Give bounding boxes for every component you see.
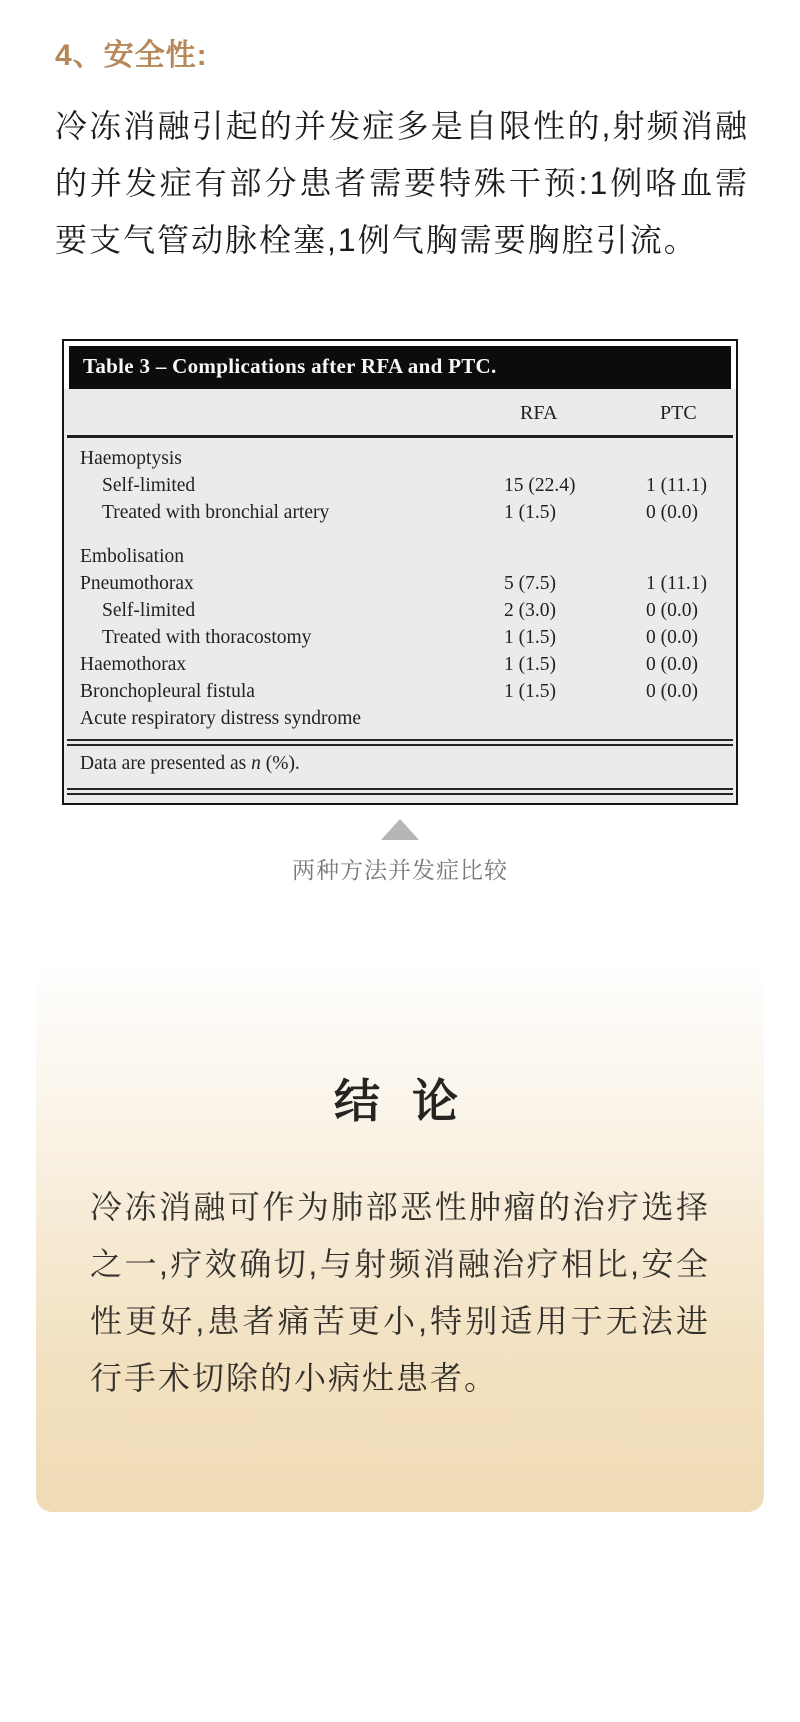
table-row: Self-limited 15 (22.4) 1 (11.1) xyxy=(102,475,708,496)
table-row: Treated with thoracostomy 1 (1.5) 0 (0.0) xyxy=(102,627,698,648)
table-title-bar xyxy=(64,341,736,389)
table-row: Self-limited 2 (3.0) 0 (0.0) xyxy=(102,600,698,621)
table-row: Pneumothorax 5 (7.5) 1 (11.1) xyxy=(80,573,708,594)
table-row: Bronchopleural fistula 1 (1.5) 0 (0.0) xyxy=(80,681,698,702)
section-heading: 4、安全性: xyxy=(55,39,208,72)
conclusion-body: 冷冻消融可作为肺部恶性肿瘤的治疗选择之一,疗效确切,与射频消融治疗相比,安全性更好,患者痛苦更小,特别适用于无法进行手术切除的小病灶患者。 xyxy=(90,1189,710,1396)
table-title: Table 3 – Complications after RFA and PTC. xyxy=(69,346,731,389)
section-paragraph: 冷冻消融引起的并发症多是自限性的,射频消融的并发症有部分患者需要特殊干预:1例咯血需要支气管动脉栓塞,1例气胸需要胸腔引流。 xyxy=(55,108,749,258)
column-header-empty xyxy=(80,402,504,425)
table-row: Treated with bronchial artery 1 (1.5) 0 (0.0) xyxy=(102,502,698,523)
table-row: Haemoptysis xyxy=(80,448,182,469)
table-footnote-bottom-rule xyxy=(67,788,733,795)
column-header-ptc: PTC xyxy=(660,402,697,424)
table-row: Embolisation xyxy=(80,546,184,567)
table-footnote-top-rule xyxy=(67,739,733,746)
conclusion-title: 结 论 xyxy=(333,1074,466,1128)
caption-pointer-icon xyxy=(381,819,419,840)
figure-caption: 两种方法并发症比较 xyxy=(292,857,508,883)
table-body xyxy=(64,438,736,732)
conclusion-card xyxy=(36,960,764,1512)
table-column-headers xyxy=(64,389,736,435)
table-row: Acute respiratory distress syndrome xyxy=(80,708,362,729)
table-figure-image[interactable] xyxy=(62,339,738,805)
table-footnote: Data are presented as n (%). xyxy=(80,753,300,774)
table-row: Haemothorax 1 (1.5) 0 (0.0) xyxy=(80,654,698,675)
column-header-rfa: RFA xyxy=(520,402,558,424)
article-page xyxy=(0,30,800,1512)
